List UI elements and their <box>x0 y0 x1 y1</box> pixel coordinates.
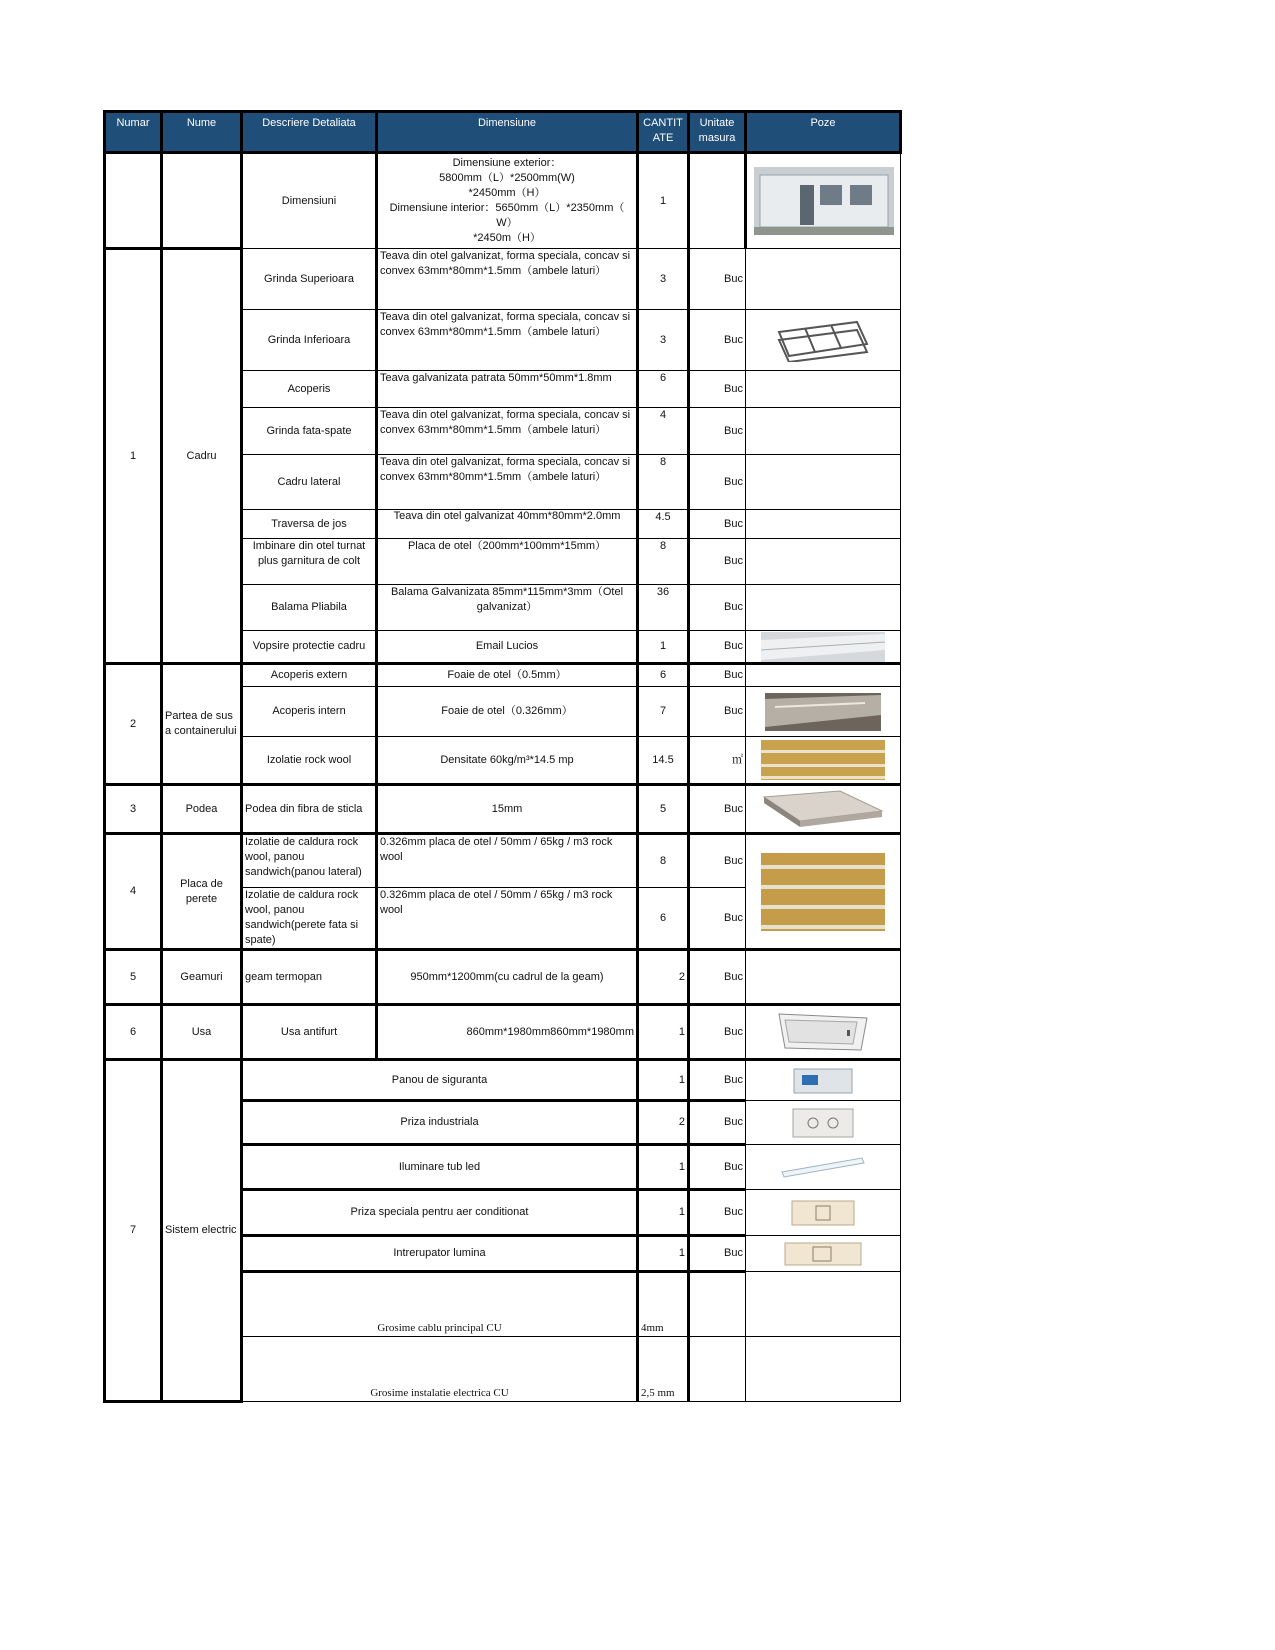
cell-descriere: Balama Pliabila <box>242 585 377 631</box>
floor-board-photo <box>760 789 886 829</box>
table-row <box>105 664 901 687</box>
section-nume: Placa de perete <box>162 834 242 950</box>
cell-unitate: Buc <box>689 455 746 510</box>
cell-unitate: Buc <box>689 539 746 585</box>
cell-unitate <box>689 1272 746 1337</box>
cell-cantitate: 8 <box>638 834 689 888</box>
cell-unitate: Buc <box>689 1005 746 1060</box>
dim-line: *2450m（H） <box>473 232 541 244</box>
cell-descriere: Izolatie de caldura rock wool, panou sandwich(panou lateral) <box>242 834 377 888</box>
cell-poze <box>746 455 901 510</box>
cell-dimensiune: Teava din otel galvanizat, forma speciala, concav si convex 63mm*80mm*1.5mm（ambele laturi） <box>377 408 638 455</box>
cell-unitate: Buc <box>689 249 746 310</box>
cell-descriere: Priza industriala <box>242 1101 638 1145</box>
cell-dimensiune: 0.326mm placa de otel / 50mm / 65kg / m3 rock wool <box>377 888 638 950</box>
header-numar: Numar <box>105 112 162 153</box>
section-nume: Usa <box>162 1005 242 1060</box>
cell-descriere: Cadru lateral <box>242 455 377 510</box>
cell-dimensiune: 0.326mm placa de otel / 50mm / 65kg / m3 rock wool <box>377 834 638 888</box>
cell-cantitate: 8 <box>638 455 689 510</box>
cell-cantitate: 4mm <box>638 1272 689 1337</box>
safety-panel-photo <box>792 1067 854 1095</box>
header-dimensiune: Dimensiune <box>377 112 638 153</box>
section-nume: Geamuri <box>162 950 242 1005</box>
cell-descriere: Grinda Inferioara <box>242 310 377 371</box>
cell-descriere: Acoperis extern <box>242 664 377 687</box>
cell-dimensiune: 860mm*1980mm860mm*1980mm <box>377 1005 638 1060</box>
cell-descriere: Imbinare din otel turnat plus garnitura de colt <box>242 539 377 585</box>
cell-poze <box>746 371 901 408</box>
cell-poze <box>746 310 901 371</box>
header-poze: Poze <box>746 112 901 153</box>
cell-poze <box>746 539 901 585</box>
cell-cantitate: 6 <box>638 664 689 687</box>
cell-cantitate: 1 <box>638 1005 689 1060</box>
panel-photo <box>761 632 885 662</box>
cell-descriere: Acoperis intern <box>242 687 377 737</box>
cell-dimensiune: Teava din otel galvanizat 40mm*80mm*2.0mm <box>377 510 638 539</box>
cell-unitate: Buc <box>689 664 746 687</box>
cell-descriere: Grosime cablu principal CU <box>242 1272 638 1337</box>
cell-poze <box>746 249 901 310</box>
cell-unitate <box>689 1337 746 1402</box>
cell-dimensiune: Teava din otel galvanizat, forma speciala, concav si convex 63mm*80mm*1.5mm（ambele laturi） <box>377 249 638 310</box>
container-photo <box>754 167 894 235</box>
cell-cantitate: 4.5 <box>638 510 689 539</box>
frame-photo <box>775 318 871 362</box>
section-nume: Podea <box>162 785 242 834</box>
ac-socket-photo <box>790 1199 856 1227</box>
section-numar: 3 <box>105 785 162 834</box>
dim-line: Dimensiune exterior： <box>452 157 562 169</box>
cell-poze <box>746 1060 901 1101</box>
cell-unitate: Buc <box>689 510 746 539</box>
cell-unitate: Buc <box>689 834 746 888</box>
cell-cantitate: 1 <box>638 1190 689 1236</box>
cell-descriere: Priza speciala pentru aer conditionat <box>242 1190 638 1236</box>
door-photo <box>777 1012 869 1052</box>
cell-cantitate: 36 <box>638 585 689 631</box>
header-unitate: Unitate masura <box>689 112 746 153</box>
cell-nume <box>162 153 242 249</box>
table-row <box>105 785 901 834</box>
cell-cantitate: 1 <box>638 1236 689 1272</box>
header-nume: Nume <box>162 112 242 153</box>
cell-cantitate: 6 <box>638 888 689 950</box>
sandwich-panel-photo <box>761 853 885 931</box>
light-switch-photo <box>783 1241 863 1267</box>
cell-cantitate: 8 <box>638 539 689 585</box>
cell-dimensiune: Densitate 60kg/m³*14.5 mp <box>377 737 638 785</box>
cell-poze <box>746 1236 901 1272</box>
cell-cantitate: 2 <box>638 950 689 1005</box>
table-row <box>105 153 901 249</box>
section-numar: 2 <box>105 664 162 785</box>
cell-unitate: Buc <box>689 687 746 737</box>
header-row <box>105 112 901 153</box>
cell-poze <box>746 737 901 785</box>
cell-dimensiune: Placa de otel（200mm*100mm*15mm） <box>377 539 638 585</box>
cell-cantitate: 2 <box>638 1101 689 1145</box>
dim-line: *2450mm（H） <box>468 187 546 199</box>
table-row <box>105 834 901 888</box>
cell-cantitate: 1 <box>638 631 689 664</box>
cell-unitate: Buc <box>689 585 746 631</box>
section-numar: 1 <box>105 249 162 664</box>
cell-descriere: Acoperis <box>242 371 377 408</box>
cell-poze <box>746 631 901 664</box>
section-nume: Partea de sus a containerului <box>162 664 242 785</box>
table-row <box>105 1060 901 1101</box>
cell-poze <box>746 408 901 455</box>
cell-cantitate: 1 <box>638 153 689 249</box>
cell-descriere: Izolatie de caldura rock wool, panou sandwich(perete fata si spate) <box>242 888 377 950</box>
cell-cantitate: 5 <box>638 785 689 834</box>
cell-unitate: Buc <box>689 310 746 371</box>
cell-numar <box>105 153 162 249</box>
cell-descriere: Izolatie rock wool <box>242 737 377 785</box>
cell-unitate: Buc <box>689 1236 746 1272</box>
cell-descriere: Vopsire protectie cadru <box>242 631 377 664</box>
ceiling-photo <box>765 693 881 731</box>
cell-unitate: Buc <box>689 888 746 950</box>
cell-poze <box>746 153 901 249</box>
cell-dimensiune: 950mm*1200mm(cu cadrul de la geam) <box>377 950 638 1005</box>
cell-cantitate: 1 <box>638 1060 689 1101</box>
cell-dimensiune: Email Lucios <box>377 631 638 664</box>
cell-descriere: Podea din fibra de sticla <box>242 785 377 834</box>
cell-dimensiune <box>377 153 638 249</box>
cell-dimensiune: Teava galvanizata patrata 50mm*50mm*1.8mm <box>377 371 638 408</box>
section-numar: 4 <box>105 834 162 950</box>
cell-dimensiune: Teava din otel galvanizat, forma speciala, concav si convex 63mm*80mm*1.5mm（ambele laturi） <box>377 310 638 371</box>
cell-poze <box>746 1190 901 1236</box>
cell-poze <box>746 785 901 834</box>
cell-poze <box>746 1272 901 1337</box>
cell-descriere: Intrerupator lumina <box>242 1236 638 1272</box>
cell-poze <box>746 1005 901 1060</box>
cell-unitate: Buc <box>689 950 746 1005</box>
header-cantitate: CANTITATE <box>638 112 689 153</box>
header-descriere: Descriere Detaliata <box>242 112 377 153</box>
cell-poze <box>746 1145 901 1190</box>
cell-dimensiune: Foaie de otel（0.5mm） <box>377 664 638 687</box>
table-row <box>105 249 901 310</box>
cell-descriere: Grinda Superioara <box>242 249 377 310</box>
section-nume: Sistem electric <box>162 1060 242 1402</box>
cell-cantitate: 3 <box>638 310 689 371</box>
section-numar: 7 <box>105 1060 162 1402</box>
cell-cantitate: 6 <box>638 371 689 408</box>
cell-descriere: Iluminare tub led <box>242 1145 638 1190</box>
cell-poze <box>746 687 901 737</box>
socket-photo <box>791 1107 855 1139</box>
cell-unitate: Buc <box>689 785 746 834</box>
cell-unitate <box>689 153 746 249</box>
cell-dimensiune: Teava din otel galvanizat, forma speciala, concav si convex 63mm*80mm*1.5mm（ambele laturi） <box>377 455 638 510</box>
dim-line: Dimensiune interior：5650mm（L）*2350mm（ <box>389 202 625 214</box>
cell-unitate: Buc <box>689 371 746 408</box>
cell-dimensiune: 15mm <box>377 785 638 834</box>
cell-cantitate: 14.5 <box>638 737 689 785</box>
cell-poze <box>746 1101 901 1145</box>
cell-descriere: Traversa de jos <box>242 510 377 539</box>
led-tube-photo <box>780 1154 866 1180</box>
cell-unitate: Buc <box>689 631 746 664</box>
cell-cantitate: 2,5 mm <box>638 1337 689 1402</box>
cell-poze <box>746 1337 901 1402</box>
specification-table <box>103 110 902 1403</box>
cell-unitate: Buc <box>689 408 746 455</box>
cell-cantitate: 4 <box>638 408 689 455</box>
cell-poze <box>746 950 901 1005</box>
cell-unitate: Buc <box>689 1060 746 1101</box>
dim-line: 5800mm（L）*2500mm(W) <box>439 172 575 184</box>
cell-descriere: Grinda fata-spate <box>242 408 377 455</box>
cell-cantitate: 7 <box>638 687 689 737</box>
cell-descriere: Dimensiuni <box>242 153 377 249</box>
cell-descriere: Usa antifurt <box>242 1005 377 1060</box>
cell-poze <box>746 585 901 631</box>
cell-unitate: ㎡ <box>689 737 746 785</box>
section-numar: 6 <box>105 1005 162 1060</box>
cell-descriere: Grosime instalatie electrica CU <box>242 1337 638 1402</box>
cell-poze <box>746 834 901 950</box>
dim-line: W） <box>496 217 518 229</box>
cell-unitate: Buc <box>689 1190 746 1236</box>
table-row <box>105 950 901 1005</box>
cell-descriere: geam termopan <box>242 950 377 1005</box>
cell-cantitate: 3 <box>638 249 689 310</box>
cell-dimensiune: Balama Galvanizata 85mm*115mm*3mm（Otel galvanizat） <box>377 585 638 631</box>
cell-poze <box>746 510 901 539</box>
rockwool-photo <box>761 740 885 780</box>
table-row <box>105 1005 901 1060</box>
cell-descriere: Panou de siguranta <box>242 1060 638 1101</box>
cell-unitate: Buc <box>689 1145 746 1190</box>
cell-dimensiune: Foaie de otel（0.326mm） <box>377 687 638 737</box>
cell-unitate: Buc <box>689 1101 746 1145</box>
cell-poze <box>746 664 901 687</box>
cell-cantitate: 1 <box>638 1145 689 1190</box>
section-nume: Cadru <box>162 249 242 664</box>
section-numar: 5 <box>105 950 162 1005</box>
